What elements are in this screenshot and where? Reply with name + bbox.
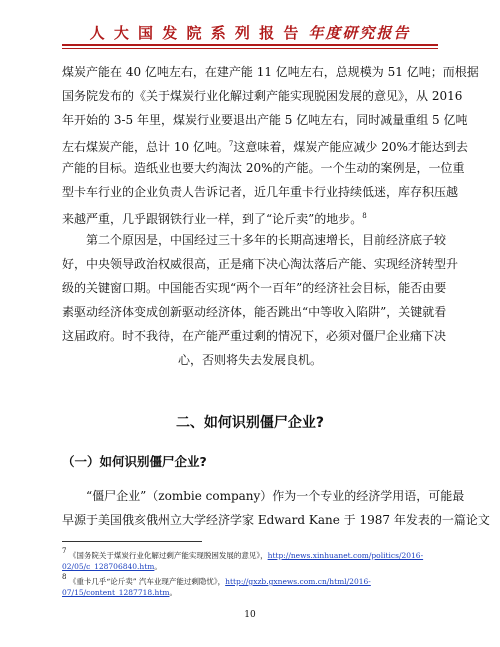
text-line: [62, 204, 438, 228]
text-line: [62, 132, 468, 156]
text-line: 好，中央领导政治权威很高，正是痛下决心淘汰落后产能、实现经济转型升: [62, 257, 459, 271]
text-line: 第二个原因是，中国经过三十多年的长期高速增长，目前经济底子较: [86, 233, 447, 247]
footnote-mark: 7: [62, 547, 67, 555]
footnote-mark-7[interactable]: 7: [228, 140, 234, 148]
footnote-link[interactable]: http://news.xinhuanet.com/politics/2016-: [267, 551, 424, 560]
paragraph-1: [62, 60, 479, 228]
footnotes: [62, 546, 442, 598]
footnote-8: [62, 572, 442, 587]
footnote-7: [62, 546, 442, 561]
footnote-text: 《国务院关于煤炭行业化解过剩产能实现脱困发展的意见》，: [68, 551, 268, 560]
paragraph-2: [62, 228, 459, 372]
header-title: 人 大 国 发 院 系 列 报 告: [89, 24, 301, 42]
footnote-mark-8[interactable]: 8: [362, 212, 367, 220]
footnote-text: 《重卡几乎“论斤卖” 汽车业现产能过剩隐忧》，: [68, 577, 226, 586]
text-segment: 左右煤炭产能，总计 10 亿吨。: [62, 140, 229, 154]
footnote-divider: [62, 541, 202, 542]
text-line: 产能的目标。造纸业也要大约淘汰 20%的产能。一个生动的案例是，一位重: [62, 161, 465, 175]
text-line: 煤炭产能在 40 亿吨左右，在建产能 11 亿吨左右，总规模为 51 亿吨；而根据: [62, 65, 479, 79]
subsection-title: （一）如何识别僵尸企业?: [62, 454, 207, 469]
text-line: “僵尸企业”（zombie company）作为一个专业的经济学用语，可能最: [86, 489, 465, 503]
header-rule-thick: [62, 44, 438, 46]
footnote-suffix: 。: [169, 588, 177, 597]
text-line: 素驱动经济体变成创新驱动经济体，能否跳出“中等收入陷阱”，关键就看: [62, 305, 447, 319]
footnote-link[interactable]: 07/15/content_1287718.htm: [62, 588, 170, 597]
header-rule-thin: [62, 48, 438, 49]
text-line: 级的关键窗口期。中国能否实现“两个一百年”的经济社会目标，能否由要: [62, 281, 447, 295]
footnote-8-cont: [62, 587, 442, 598]
report-header: [62, 22, 438, 43]
text-segment: 来越严重，几乎跟钢铁行业一样，到了“论斤卖”的地步。: [62, 212, 363, 226]
footnote-7-cont: [62, 561, 442, 572]
footnote-suffix: 。: [154, 562, 162, 571]
text-line: 年开始的 3-5 年里，煤炭行业要退出产能 5 亿吨左右，同时减量重组 5 亿吨: [62, 113, 468, 127]
footnote-mark: 8: [62, 573, 67, 581]
page-number: 10: [244, 610, 256, 620]
text-line: 这届政府。时不我待，在产能严重过剩的情况下，必须对僵尸企业痛下决: [62, 329, 447, 343]
text-line: 型卡车行业的企业负责人告诉记者，近几年重卡行业持续低迷，库存积压越: [62, 185, 459, 199]
text-line: 早源于美国俄亥俄州立大学经济学家 Edward Kane 于 1987 年发表的一篇论文: [62, 513, 490, 527]
paragraph-3: [62, 484, 490, 532]
section-title: 二、如何识别僵尸企业?: [175, 415, 325, 431]
footnote-link[interactable]: 02/05/c_128706840.htm: [62, 562, 155, 571]
text-line: 国务院发布的《关于煤炭行业化解过剩产能实现脱困发展的意见》，从 2016: [62, 89, 463, 103]
text-segment: 这意味着，煤炭产能应减少 20%才能达到去: [233, 140, 468, 154]
text-line: 心，否则将失去发展良机。: [177, 353, 322, 367]
header-subtitle: 年度研究报告: [308, 24, 411, 42]
footnote-link[interactable]: http://gxzb.gxnews.com.cn/html/2016-: [225, 577, 371, 586]
